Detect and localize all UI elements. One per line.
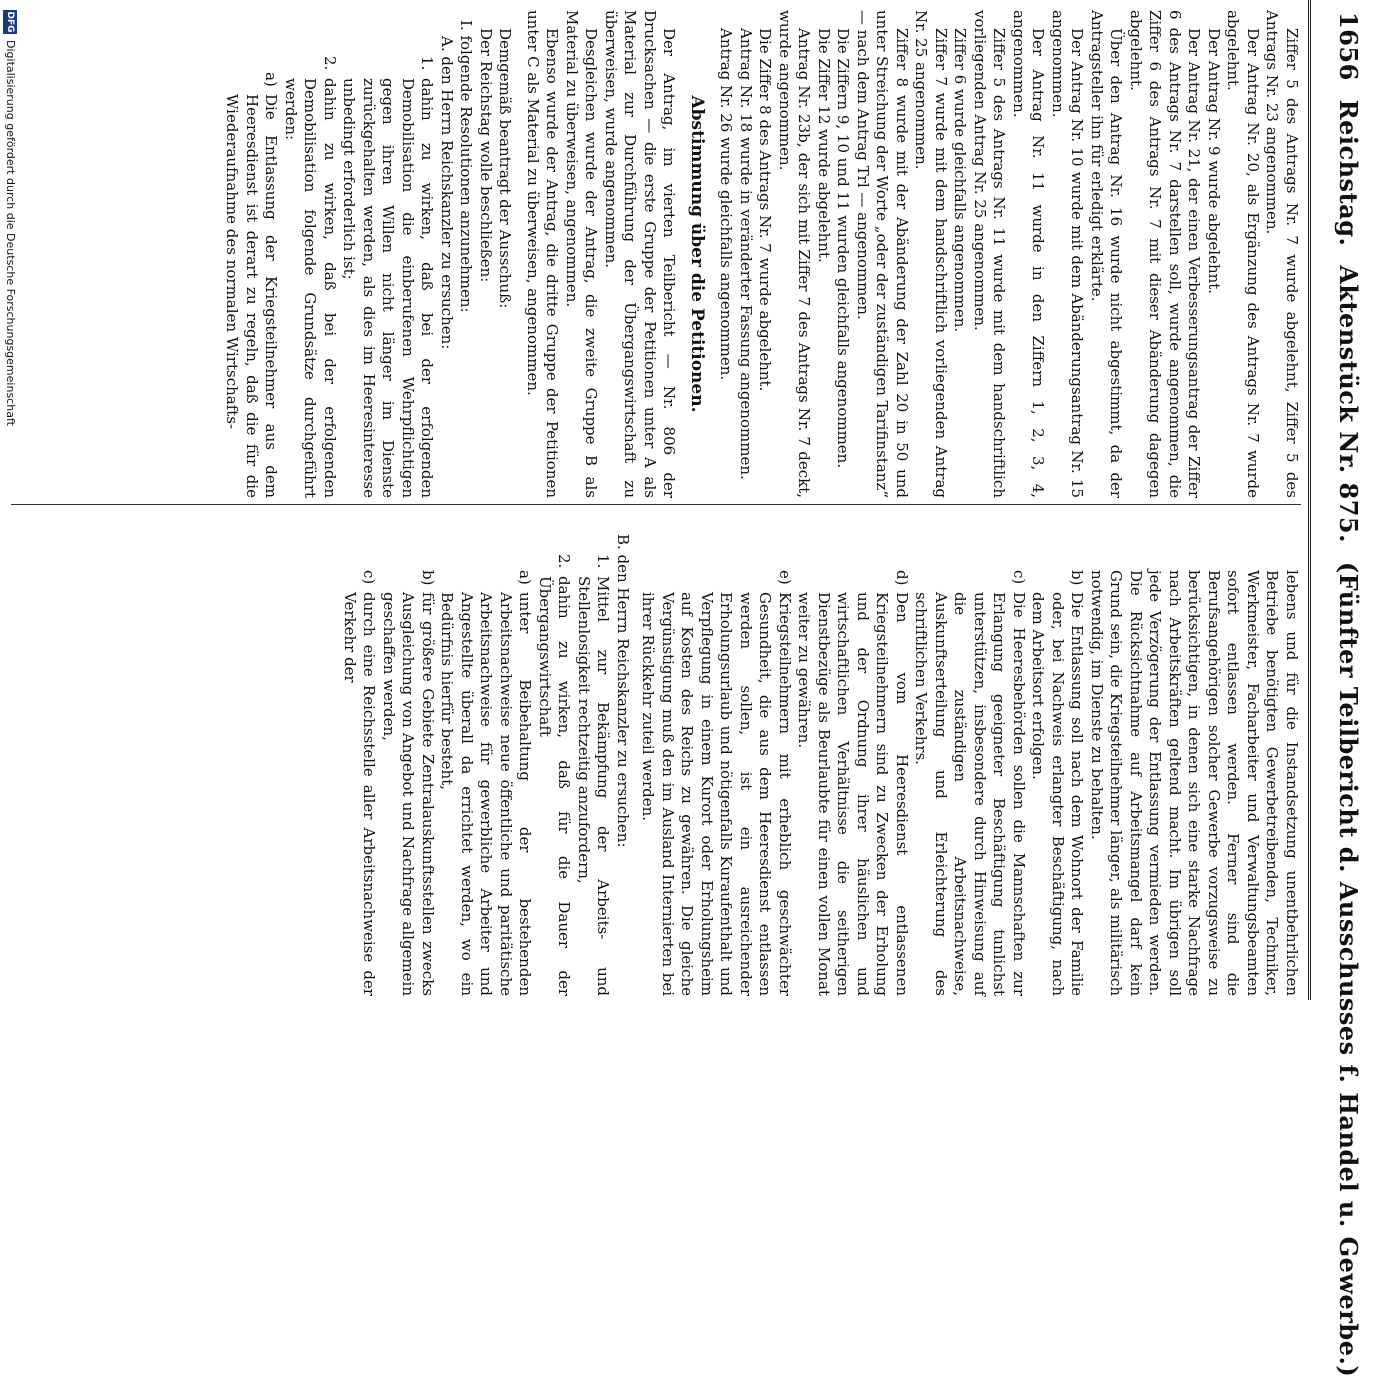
list-item <box>794 508 911 996</box>
list-marker: 1. <box>418 56 437 71</box>
paragraph: Demgemäß beantragt der Ausschuß: <box>496 28 515 309</box>
paragraph: Die Ziffer 12 wurde abgelehnt. <box>815 28 833 263</box>
list-item <box>437 508 535 996</box>
list-marker: 1. <box>594 554 613 569</box>
list-item <box>281 10 340 498</box>
resolution-intro: I. folgende Resolutionen anzunehmen: <box>457 20 476 313</box>
paragraph: Über den Antrag Nr. 16 wurde nicht abgestimmt, da der Antragsteller ihn für erledigt erklärte. <box>1088 10 1126 498</box>
paragraph: Ziffer 6 wurde gleichfalls angenommen. <box>951 28 970 333</box>
list-marker: c) <box>1010 570 1028 585</box>
list-text: für größere Gebiete Zentralauskunftsstellen zwecks Ausgleichung von Angebot und Nachfrage allgemein geschaffen werden, <box>380 592 437 996</box>
list-text: Die Heeresbehörden sollen die Mannschaften zur Erlangung geeigneter Beschäftigung tunlichst unterstützen, insbesondere durch Hinweisung auf die zuständigen Arbeitsnachweise, Auskunftserteilung und Erleichterung des schriftlichen Verkehrs. <box>912 592 1028 996</box>
list-text: Den vom Heeresdienst entlassenen Kriegsteilnehmern sind zu Zwecken der Erholung und der Ordnung ihrer häuslichen und wirtschaftlichen Verhältnisse die seitherigen Dienstbezüge als Beurlaubte für einen vollen Monat weiter zu gewähren. <box>795 592 911 996</box>
paragraph: Ziffer 8 wurde mit der Abänderung der Zahl 20 in 50 und unter Streichung der Worte „oder der zuständigen Tarifinstanz“ — nach dem Antrag Trl — angenommen. <box>854 10 911 498</box>
list-item <box>911 508 1028 996</box>
paragraph: Die Ziffer 8 des Antrags Nr. 7 wurde abgelehnt. <box>756 28 775 392</box>
dfg-logo: DFG <box>5 11 15 33</box>
list-item <box>574 508 613 996</box>
paragraph: Der Antrag Nr. 9 wurde abgelehnt. <box>1205 28 1223 295</box>
paragraph: Ziffer 7 wurde mit dem handschriftlich vorliegenden Antrag Nr. 25 angenommen. <box>912 10 950 498</box>
list-marker: d) <box>893 570 911 586</box>
list-item <box>535 508 574 996</box>
list-text: unter Beibehaltung der bestehenden Arbeitsnachweise neue öffentliche und paritätische Arbeitsnachweise für gewerbliche Arbeiter und Angestellte überall da errichtet werden, wo ein Bedürfnis hierfür besteht, <box>438 592 535 996</box>
paragraph: Ziffer 5 des Antrags Nr. 11 wurde mit dem handschriftlich vorliegenden Antrag Nr. 25 angenommen. <box>971 10 1009 498</box>
paragraph: Ziffer 5 des Antrags Nr. 7 wurde abgelehnt, Ziffer 5 des Antrags Nr. 23 angenommen. <box>1263 10 1301 498</box>
list-text: dahin zu wirken, daß bei der erfolgenden Demobilisation folgende Grundsätze durchgeführt werden: <box>282 78 339 498</box>
list-marker: a) <box>516 570 535 585</box>
section-heading: Abstimmung über die Petitionen. <box>687 95 707 413</box>
section-b-intro: B. den Herrn Reichskanzler zu ersuchen: <box>614 534 632 848</box>
right-column <box>11 508 1301 996</box>
left-column <box>11 10 1301 505</box>
document-title: Aktenstück Nr. 875. <box>1334 265 1363 543</box>
paragraph: Antrag Nr. 26 wurde gleichfalls angenommen. <box>717 28 736 381</box>
journal-name: Reichstag. <box>1334 99 1363 247</box>
list-text: durch eine Reichsstelle aller Arbeitsnachweise der Verkehr der <box>341 592 379 996</box>
list-marker: e) <box>776 570 794 585</box>
header-line <box>1317 12 1379 1378</box>
document-subtitle: (Fünfter Teilbericht d. Ausschusses f. Handel u. Gewerbe.) <box>1334 561 1363 1378</box>
paragraph: lebens und für die Instandsetzung unentbehrlichen Betriebe benötigten Gewerbetreibenden, Techniker, Werkmeister, Facharbeiter und Verwaltungsbeamten sofort entlassen werden. Ferner sind die Berufsangehörigen solcher Gewerbe vorzugsweise zu berücksichtigen, in denen sich eine starke Nachfrage nach Arbeitskräften geltend macht. Im übrigen soll jede Verzögerung der Entlassung vermieden werden. Die Rücksichtnahme auf Arbeitsmangel darf kein Grund sein, die Kriegsteilnehmer länger, als militärisch notwendig, im Dienste zu behalten. <box>1088 570 1301 996</box>
digitization-credit <box>0 0 20 1000</box>
paragraph: Desgleichen wurde der Antrag, die zweite Gruppe B als Material zu überweisen, angenommen. <box>563 10 601 498</box>
page-header <box>1308 0 1383 1378</box>
paragraph: Der Reichstag wolle beschließen: <box>477 28 495 283</box>
paragraph: Der Antrag, im vierten Teilbericht — Nr. 806 der Drucksachen — die erste Gruppe der Petitionen unter A als Material zur Durchführung der Übergangswirtschaft zu überweisen, wurde angenommen. <box>602 10 679 498</box>
list-text: dahin zu wirken, daß bei der erfolgenden Demobilisation die einberufenen Wehrpflichtigen gegen ihren Willen nicht länger im Dienste zurückgehalten werden, als dies im Heeresinteresse unbedingt erforderlich ist; <box>340 78 437 498</box>
list-item <box>340 508 379 996</box>
list-item <box>339 10 437 498</box>
list-item <box>638 508 794 996</box>
list-text: dahin zu wirken, daß für die Dauer der Übergangswirtschaft <box>536 576 574 996</box>
list-text: Die Entlassung soll nach dem Wohnort der Familie oder, bei Nachweis erlangter Beschäftigung, nach dem Arbeitsort erfolgen. <box>1029 592 1087 996</box>
list-marker: a) <box>262 72 281 87</box>
paragraph: Der Antrag Nr. 10 wurde mit dem Abänderungsantrag Nr. 15 angenommen. <box>1049 10 1087 498</box>
list-text: Mittel zur Bekämpfung der Arbeits- und Stellenlosigkeit rechtzeitig anzufordern, <box>575 576 613 996</box>
paragraph: Antrag Nr. 18 wurde in veränderter Fassung angenommen. <box>737 28 755 480</box>
list-marker: 2. <box>555 554 574 569</box>
paragraph: Die Ziffern 9, 10 und 11 wurden gleichfalls angenommen. <box>834 28 853 469</box>
paragraph: Antrag Nr. 23b, der sich mit Ziffer 7 des Antrags Nr. 7 deckt, wurde angenommen. <box>776 10 814 498</box>
paragraph: Der Antrag Nr. 11 wurde in den Ziffern 1, 2, 3, 4, angenommen. <box>1010 10 1048 498</box>
paragraph: Ebenso wurde der Antrag, die dritte Gruppe der Petitionen unter C als Material zu überweisen, angenommen. <box>524 10 562 498</box>
list-text: Kriegsteilnehmern mit erheblich geschwächter Gesundheit, die aus dem Heeresdienst entlassen werden sollen, ist ein ausreichender Erholungsurlaub und nötigenfalls Kuraufenthalt und Verpflegung in einem Kurort oder Erholungsheim auf Kosten des Reichs zu gewähren. Die gleiche Vergünstigung muß den im Ausland Internierten bei ihrer Rückkehr zuteil werden. <box>639 592 794 996</box>
list-marker: c) <box>360 570 379 585</box>
list-marker: b) <box>419 570 437 586</box>
list-item <box>379 508 438 996</box>
page-number: 1656 <box>1334 12 1363 81</box>
paragraph: Der Antrag Nr. 21, der einen Verbesserungsantrag der Ziffer 6 des Antrags Nr. 7 darstellen soll, wurde angenommen, die Ziffer 6 des Antrags Nr. 7 mit dieser Abänderung dagegen abgelehnt. <box>1127 10 1204 498</box>
section-a-intro: A. den Herrn Reichskanzler zu ersuchen: <box>438 36 456 350</box>
paragraph: Der Antrag Nr. 20, als Ergänzung des Antrags Nr. 7 wurde abgelehnt. <box>1224 10 1262 498</box>
list-marker: 2. <box>321 56 339 71</box>
list-text: Die Entlassung der Kriegsteilnehmer aus dem Heeresdienst ist derart zu regeln, daß die für die Wiederaufnahme des normalen Wirtschafts- <box>223 94 281 498</box>
credit-text: Digitalisierung gefördert durch die Deutsche Forschungsgemeinschaft <box>4 40 17 426</box>
list-item <box>1028 508 1087 996</box>
list-item <box>222 10 281 498</box>
list-marker: b) <box>1068 570 1087 586</box>
